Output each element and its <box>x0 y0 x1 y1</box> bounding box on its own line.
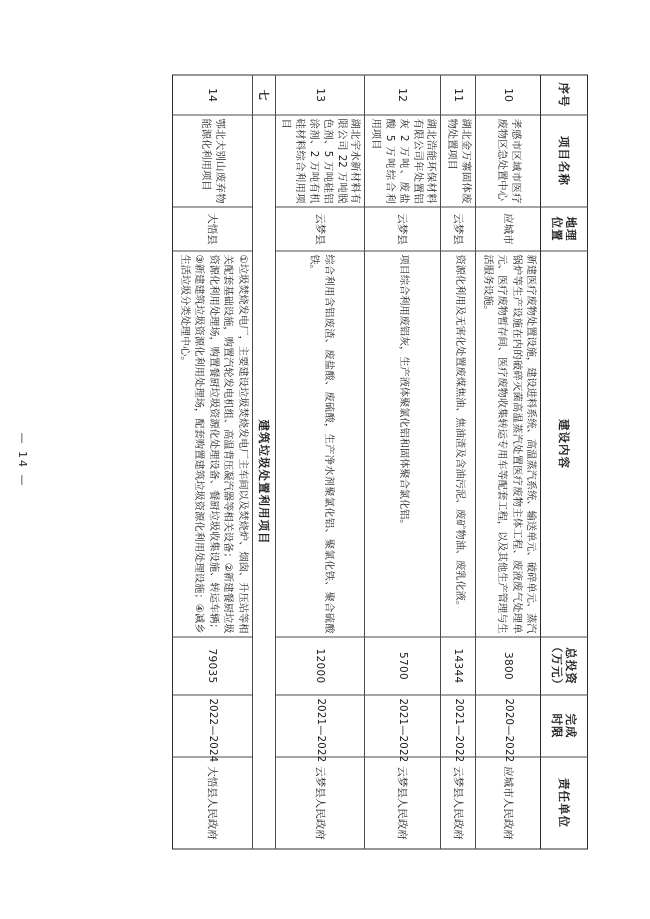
row-cell-name: 湖北金万寨固体废物处置项目 <box>441 115 476 207</box>
row-cell-location: 应城市 <box>476 207 541 251</box>
row-cell-unit: 应城市人民政府 <box>476 757 541 849</box>
row-cell-unit: 云梦县人民政府 <box>365 757 441 849</box>
table-header-row <box>541 75 588 849</box>
table-row <box>173 75 252 849</box>
row-cell-name: 鄂北大别山废弃物能源化利用项目 <box>173 115 252 207</box>
row-cell-location: 大悟县 <box>173 207 252 251</box>
column-header-location-line2: 位置 <box>550 216 564 241</box>
row-cell-content: 新建医疗废物处置设施，建设进料系统、高温蒸汽系统、输送单元、破碎单元、蒸汽锅炉等生产设施在内的破碎灭菌高温蒸汽处置医疗废物主体工程、废液废气处理单元、医疗废物暂存间、医疗废物收集转运专用车等配套工程，以及其他生产管理与生活服务设施。 <box>476 251 541 637</box>
row-cell-content: 综合利用含铝废渣、废盐酸、废硫酸，生产净水剂聚氯化铝、聚氯化铁、聚合硫酸铁。 <box>275 251 365 637</box>
row-cell-location: 云梦县 <box>365 207 441 251</box>
row-cell-name: 孝感市区域市医疗废物区急处置中心 <box>476 115 541 207</box>
table-row <box>275 75 365 849</box>
row-cell-unit: 大悟县人民政府 <box>173 757 252 849</box>
table-row <box>365 75 441 849</box>
row-cell-invest: 14344 <box>441 637 476 695</box>
row-cell-no: 13 <box>275 75 365 115</box>
row-cell-invest: 5700 <box>365 637 441 695</box>
table-row <box>441 75 476 849</box>
row-cell-name: 湖北宇水新材料有限公司 22 万吨脱色剂、5 万吨硅铝涂剂、2 万吨有机硅材料综合利用项目 <box>275 115 365 207</box>
row-cell-deadline: 2022—2024 <box>173 695 252 757</box>
table-row <box>476 75 541 849</box>
table-section-row <box>252 75 275 849</box>
row-cell-content: 项目综合利用废铝灰，生产液体聚氯化铝和固体聚合氯化铝。 <box>365 251 441 637</box>
row-cell-invest: 12000 <box>275 637 365 695</box>
row-cell-deadline: 2020—2022 <box>476 695 541 757</box>
page-number: — 14 — <box>16 432 29 487</box>
column-header-deadline-line2: 时限 <box>550 713 564 738</box>
column-header-location <box>541 207 588 251</box>
row-cell-location: 云梦县 <box>441 207 476 251</box>
column-header-no: 序号 <box>541 75 588 115</box>
row-cell-content: ①垃圾焚烧发电厂，主要建设垃圾焚烧发电厂主车间以及焚烧炉、烟囱、升压站等相关配套基础设施，购置汽轮发电机组、高温背压凝汽器等相关设备；②新建餐厨垃圾资源化利用处理场，购置餐厨垃圾资源化处理设备、餐厨垃圾收集设施、转运车辆；③新建建筑垃圾资源化利用处理场，配套购置建筑垃圾资源化利用处理设施；④减乡生活垃圾分类处理中心。 <box>173 251 252 637</box>
row-cell-content: 资源化利用及无害化处置废煤焦油、焦油渣及含油污泥、废矿物油、废乳化液。 <box>441 251 476 637</box>
column-header-deadline-line1: 完成 <box>564 713 579 738</box>
row-cell-no: 12 <box>365 75 441 115</box>
row-cell-invest: 3800 <box>476 637 541 695</box>
column-header-invest <box>541 637 588 695</box>
column-header-location-line1: 地理 <box>564 216 579 241</box>
column-header-deadline <box>541 695 588 757</box>
row-cell-no: 11 <box>441 75 476 115</box>
column-header-content: 建设内容 <box>541 251 588 637</box>
section-number: 七 <box>252 75 275 115</box>
row-cell-no: 10 <box>476 75 541 115</box>
row-cell-unit: 云梦县人民政府 <box>441 757 476 849</box>
column-header-unit: 责任单位 <box>541 757 588 849</box>
project-table <box>172 74 588 849</box>
section-title: 建筑垃圾处置利用项目 <box>252 115 275 849</box>
row-cell-invest: 79035 <box>173 637 252 695</box>
column-header-invest-line2: （万元） <box>550 640 564 691</box>
page-footer <box>16 0 29 919</box>
row-cell-name: 湖北浩能环保材料有限公司年处置铝灰 2 万吨、废盐酸 5 万吨综合利用项目 <box>365 115 441 207</box>
row-cell-location: 云梦县 <box>275 207 365 251</box>
row-cell-no: 14 <box>173 75 252 115</box>
column-header-invest-line1: 总投资 <box>564 646 579 685</box>
row-cell-unit: 云梦县人民政府 <box>275 757 365 849</box>
row-cell-deadline: 2021—2022 <box>275 695 365 757</box>
column-header-name: 项目名称 <box>541 115 588 207</box>
row-cell-deadline: 2021—2022 <box>441 695 476 757</box>
table-body <box>173 75 541 849</box>
row-cell-deadline: 2021—2022 <box>365 695 441 757</box>
